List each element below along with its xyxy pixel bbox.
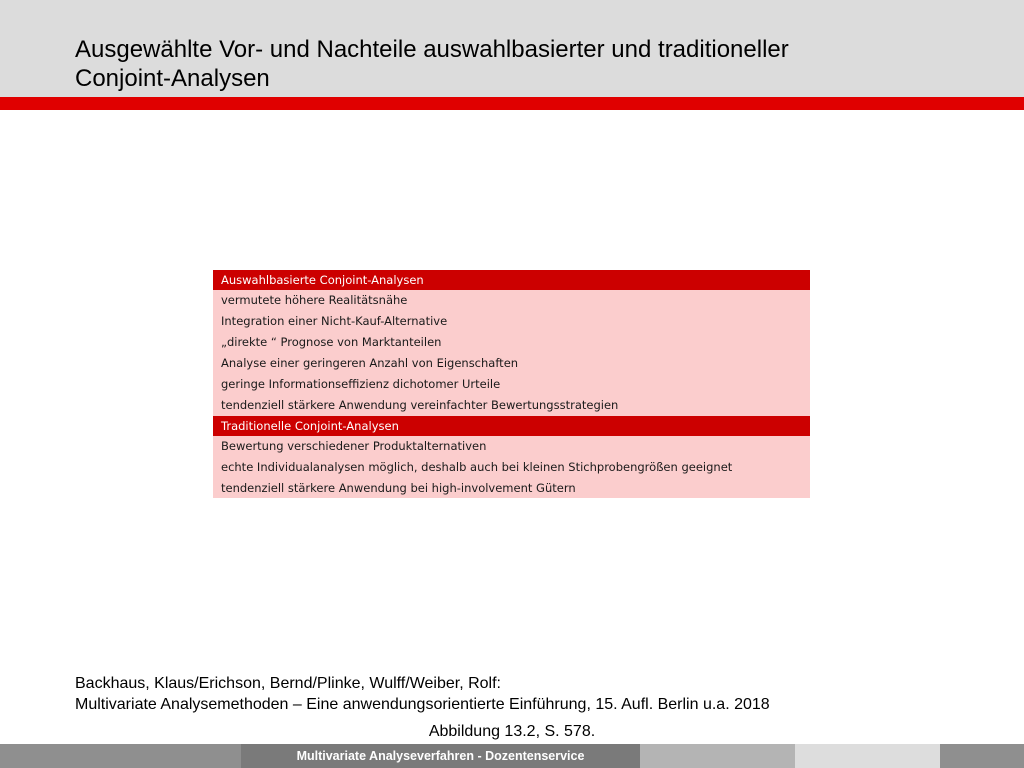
section-heading-choice-based: Auswahlbasierte Conjoint-Analysen [213,270,810,290]
footer-segment [0,744,241,768]
figure-caption: Abbildung 13.2, S. 578. [428,723,596,740]
page-title-line-1: Ausgewählte Vor- und Nachteile auswahlbasierter und traditioneller [75,36,789,63]
citation [75,673,975,715]
table-row: tendenziell stärkere Anwendung vereinfachter Bewertungsstrategien [221,398,619,412]
footer-bar [0,744,1024,768]
citation-title: Multivariate Analysemethoden – Eine anwendungsorientierte Einführung, 15. Aufl. Berlin u.a. 2018 [75,696,770,713]
table-row: Integration einer Nicht-Kauf-Alternative [221,314,448,328]
footer-segment [940,744,1024,768]
table-row: Analyse einer geringeren Anzahl von Eigenschaften [221,356,519,370]
comparison-table [213,270,810,498]
section-heading-traditional: Traditionelle Conjoint-Analysen [213,416,810,436]
page-title-line-2: Conjoint-Analysen [75,65,270,92]
table-row: geringe Informationseffizienz dichotomer Urteile [221,377,501,391]
footer-segment [640,744,795,768]
table-row: tendenziell stärkere Anwendung bei high-involvement Gütern [221,481,576,495]
table-row: echte Individualanalysen möglich, deshalb auch bei kleinen Stichprobengrößen geeignet [221,460,733,474]
table-row: vermutete höhere Realitätsnähe [221,293,408,307]
citation-authors: Backhaus, Klaus/Erichson, Bernd/Plinke, Wulff/Weiber, Rolf: [75,675,501,692]
header-red-rule [0,97,1024,110]
footer-segment [795,744,940,768]
page-title [75,35,975,93]
table-row: Bewertung verschiedener Produktalternativen [221,439,487,453]
footer-label: Multivariate Analyseverfahren - Dozentenservice [296,749,585,763]
table-row: „direkte “ Prognose von Marktanteilen [221,335,442,349]
